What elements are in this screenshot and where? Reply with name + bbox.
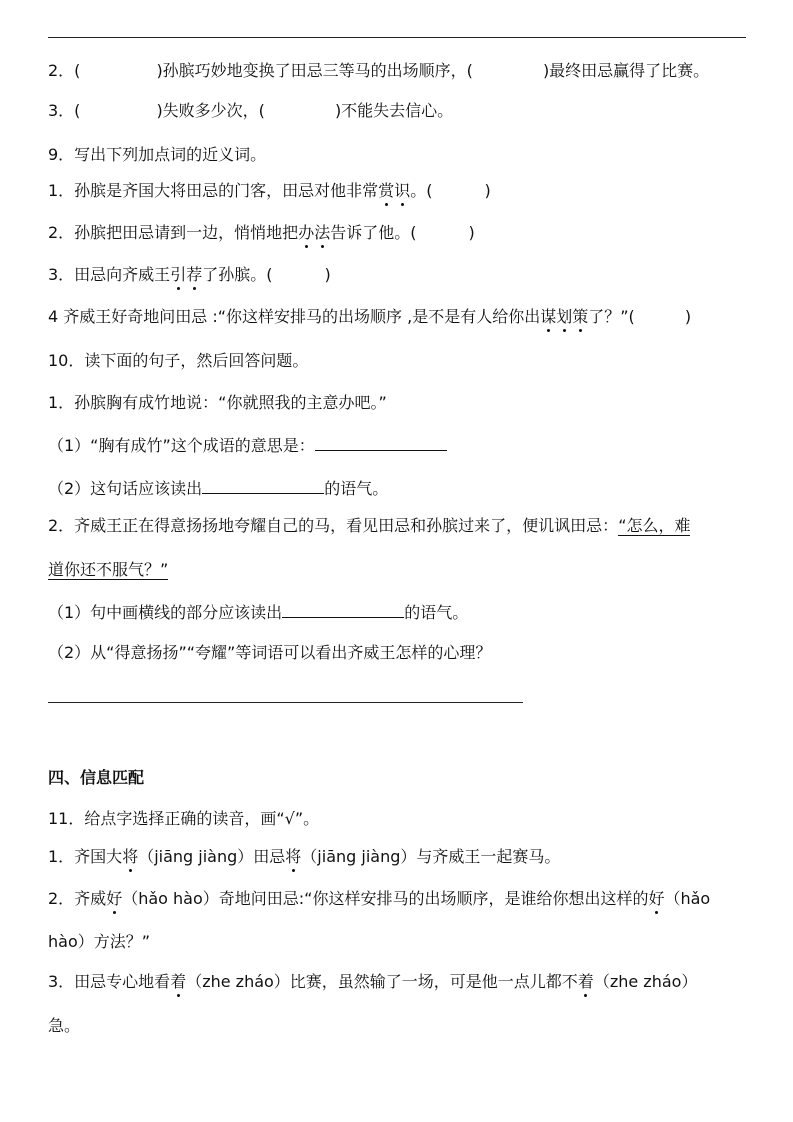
q11-title: 11．给点字选择正确的读音，画“√”。 — [48, 809, 320, 828]
answer-line[interactable] — [202, 477, 324, 494]
top-rule — [48, 37, 746, 38]
q9-line-3: 3．田忌向齐威王引荐了孙膑。( ) — [48, 265, 331, 284]
q10-sentence-2-cont: 道你还不服气？” — [48, 560, 169, 579]
answer-line[interactable] — [315, 434, 447, 451]
answer-line[interactable] — [282, 601, 404, 618]
q8-line-3: 3．( )失败多少次，( )不能失去信心。 — [48, 101, 454, 120]
q11-line-2: 2．齐威好（hǎo hào）奇地问田忌:“你这样安排马的出场顺序，是谁给你想出这样的好（hǎo — [48, 889, 711, 908]
q10-title: 10．读下面的句子，然后回答问题。 — [48, 351, 309, 370]
q9-line-4: 4 齐威王好奇地问田忌 :“你这样安排马的出场顺序 ,是不是有人给你出谋划策了？”( ) — [48, 307, 692, 326]
q10-sentence-2: 2．齐威王正在得意扬扬地夸耀自己的马，看见田忌和孙膑过来了，便讥讽田忌：“怎么，难 — [48, 516, 691, 535]
q9-title: 9．写出下列加点词的近义词。 — [48, 145, 267, 164]
q11-line-3-cont: 急。 — [48, 1016, 81, 1035]
q11-line-1: 1．齐国大将（jiāng jiàng）田忌将（jiāng jiàng）与齐威王一起赛马。 — [48, 847, 561, 866]
q10-s2-question-2: （2）从“得意扬扬”“夸耀”等词语可以看出齐威王怎样的心理？ — [48, 643, 492, 662]
q10-s2-question-1: （1）句中画横线的部分应该读出 的语气。 — [48, 603, 469, 622]
q10-s1-question-1: （1）“胸有成竹”这个成语的意思是： — [48, 434, 447, 456]
q8-line-2: 2．( )孙膑巧妙地变换了田忌三等马的出场顺序，( )最终田忌赢得了比赛。 — [48, 61, 710, 80]
q9-line-1: 1．孙膑是齐国大将田忌的门客，田忌对他非常赏识。( ) — [48, 181, 491, 200]
q10-s1-question-2: （2）这句话应该读出 的语气。 — [48, 479, 389, 498]
q11-line-2-cont: hào）方法？” — [48, 932, 151, 951]
q10-sentence-1: 1．孙膑胸有成竹地说：“你就照我的主意办吧。” — [48, 393, 387, 412]
answer-line[interactable] — [48, 702, 523, 703]
q9-line-2: 2．孙膑把田忌请到一边，悄悄地把办法告诉了他。( ) — [48, 223, 475, 242]
q11-line-3: 3．田忌专心地看着（zhe zháo）比赛，虽然输了一场，可是他一点儿都不着（zhe zháo） — [48, 972, 698, 991]
section-heading: 四、信息匹配 — [48, 768, 145, 787]
